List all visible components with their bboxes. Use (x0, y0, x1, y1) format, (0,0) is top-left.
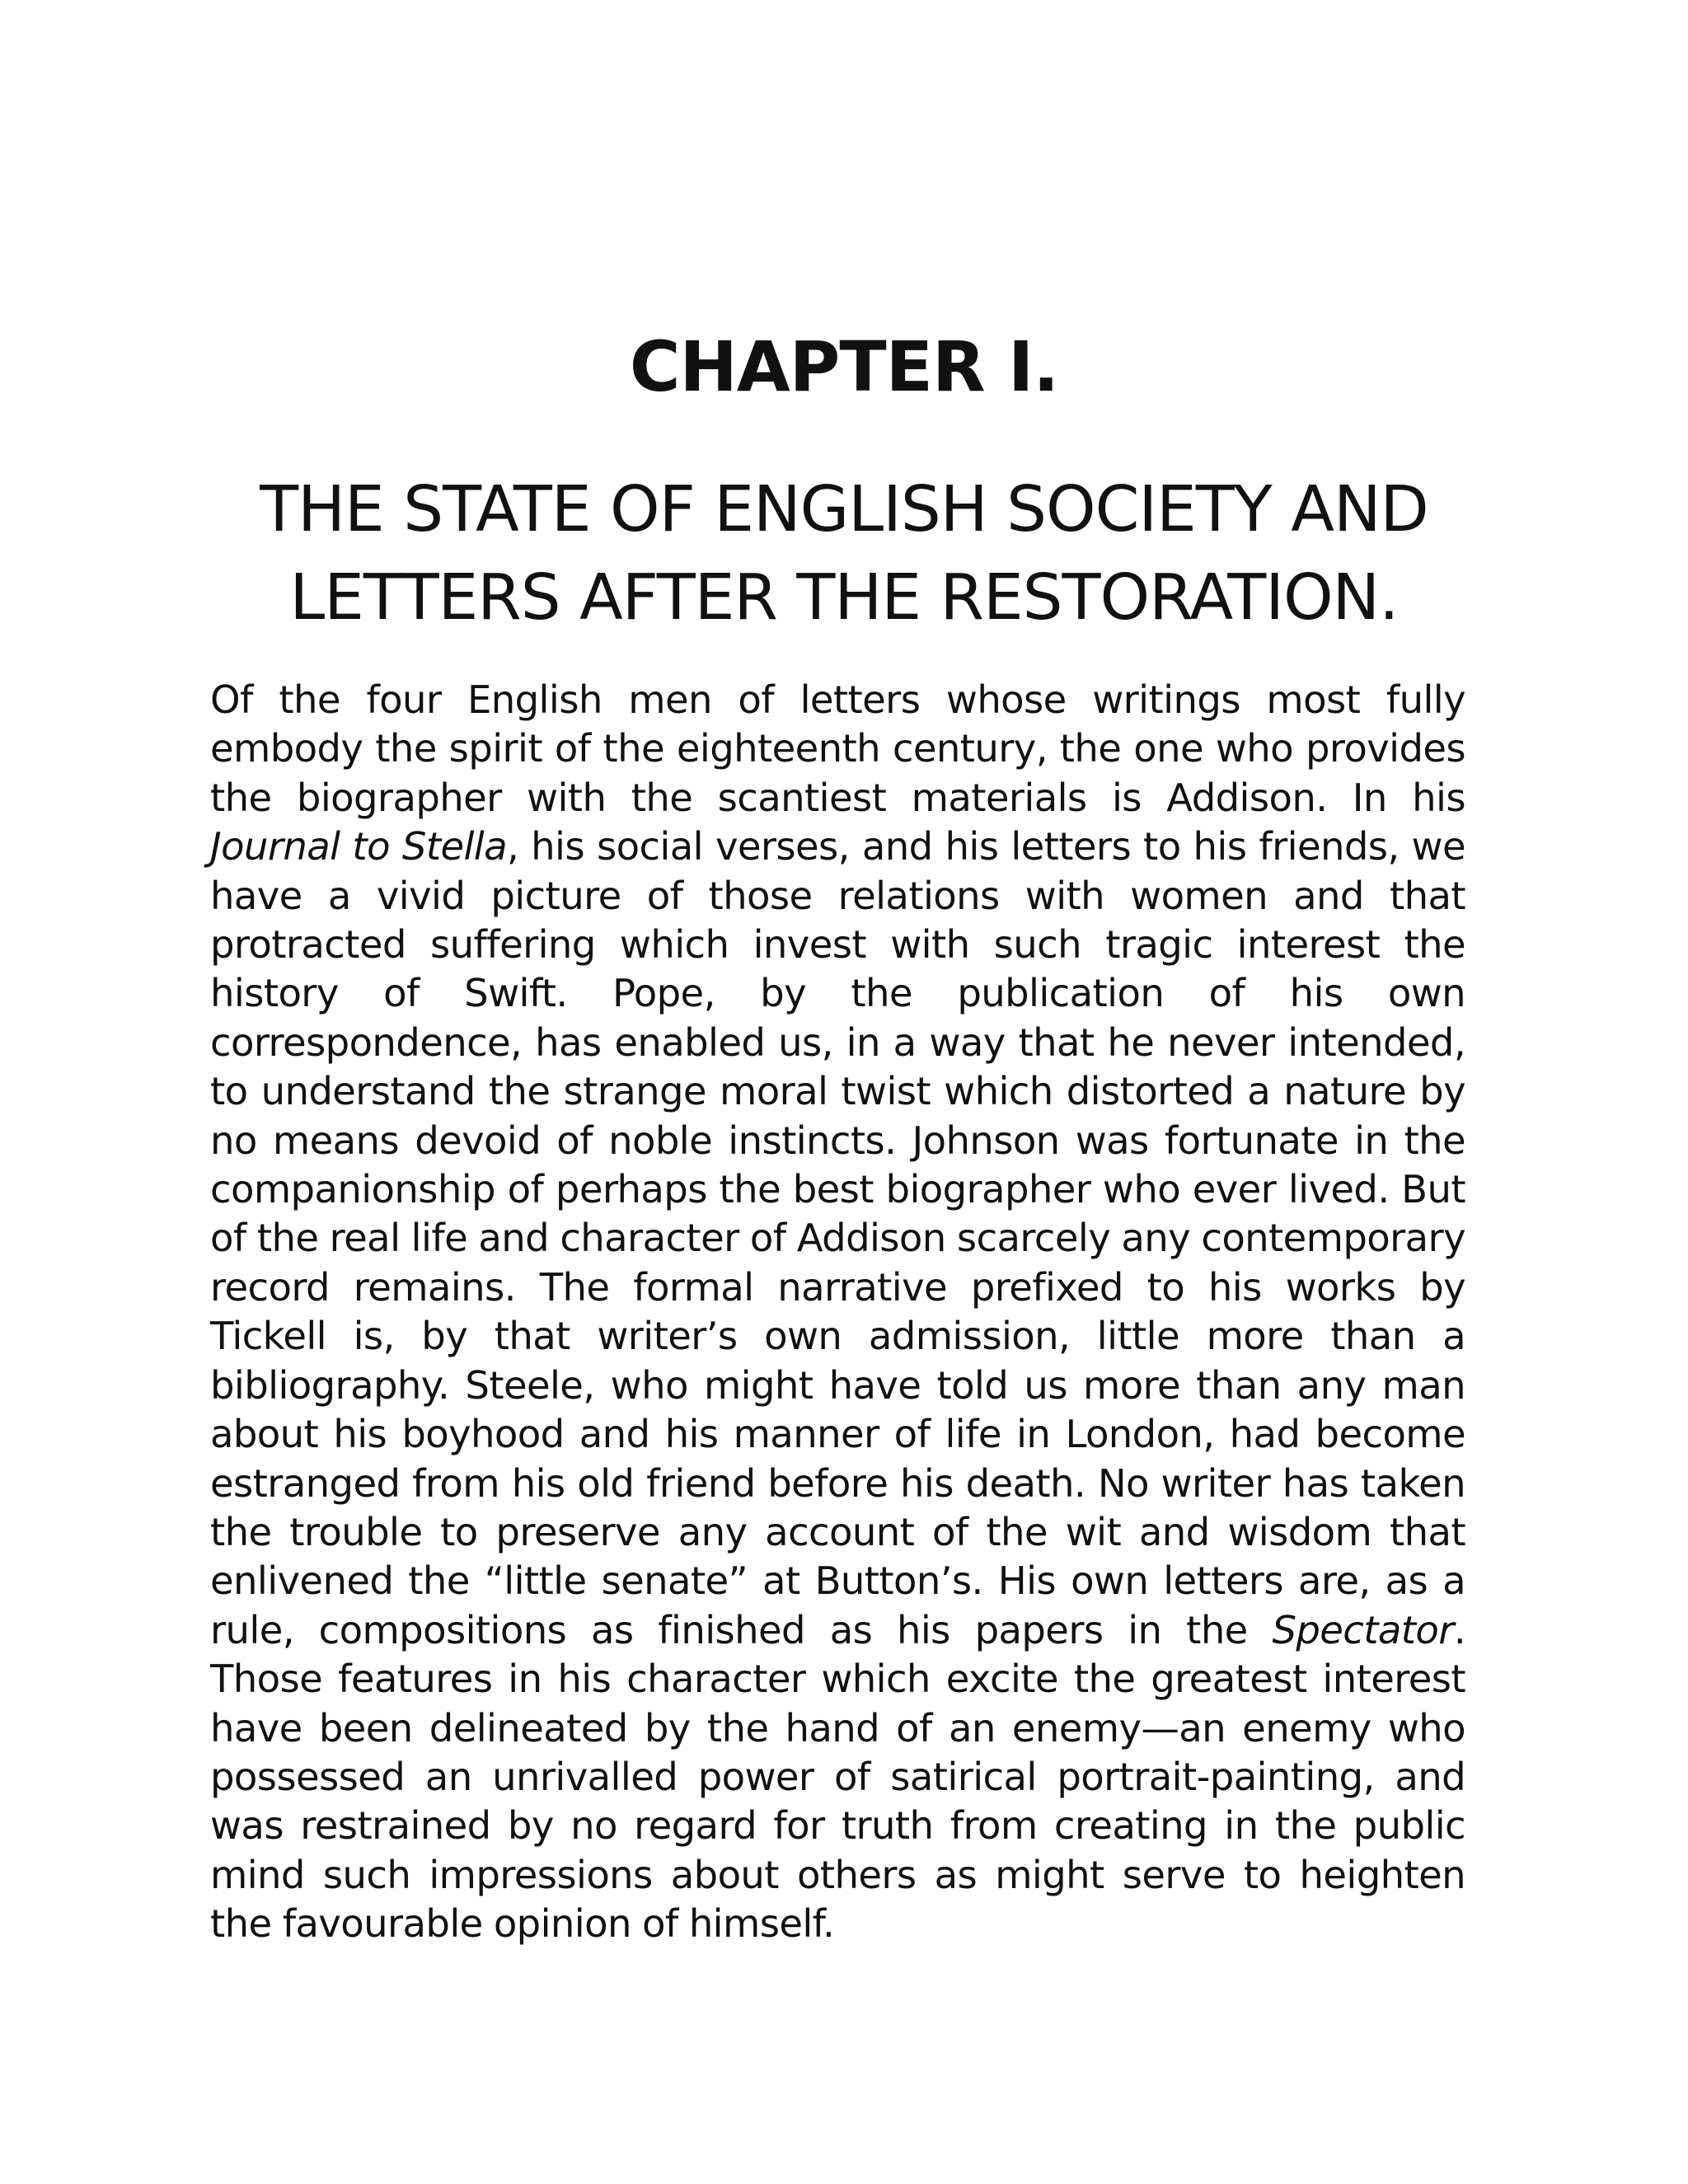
paragraph-text-2: , his social verses, and his letters to his friends, we have a vivid picture of those relations with women and that protracted suffering which invest with such tragic interest the history of Swift. Pope, by the publication of his own correspondence, has enabled us, in a way that he never intended, to understand the strange moral twist which distorted a nature by no means devoid of noble instincts. Johnson was fortunate in the companionship of perhaps the best biographer who ever lived. But of the real life and character of Addison scarcely any contemporary record remains. The formal narrative prefixed to his works by Tickell is, by that writer’s own admission, little more than a bibliography. Steele, who might have told us more than any man about his boyhood and his manner of life in London, had become estranged from his old friend before his death. No writer has taken the trouble to preserve any account of the wit and wisdom that enlivened the “little senate” at Button’s. His own letters are, as a rule, compositions as finished as his papers in the (210, 824, 1465, 1652)
chapter-title: THE STATE OF ENGLISH SOCIETY AND LETTERS AFTER THE RESTORATION. (260, 473, 1428, 635)
body-paragraph (210, 676, 1465, 1949)
chapter-number: CHAPTER I. (629, 326, 1059, 407)
paragraph-text-1: Of the four English men of letters whose writings most fully embody the spirit of the eighteenth century, the one who provides the biographer with the scantiest materials is Addison. In his (210, 677, 1465, 820)
italic-title-spectator: Spectator (1272, 1607, 1454, 1652)
italic-title-journal-to-stella: Journal to Stella (210, 824, 507, 869)
paragraph-text-3: . Those features in his character which excite the greatest interest have been delineated by the hand of an enemy—an enemy who possessed an unrivalled power of satirical portrait-painting, and was restrained by no regard for truth from creating in the public mind such impressions about others as might serve to heighten the favourable opinion of himself. (210, 1607, 1465, 1947)
